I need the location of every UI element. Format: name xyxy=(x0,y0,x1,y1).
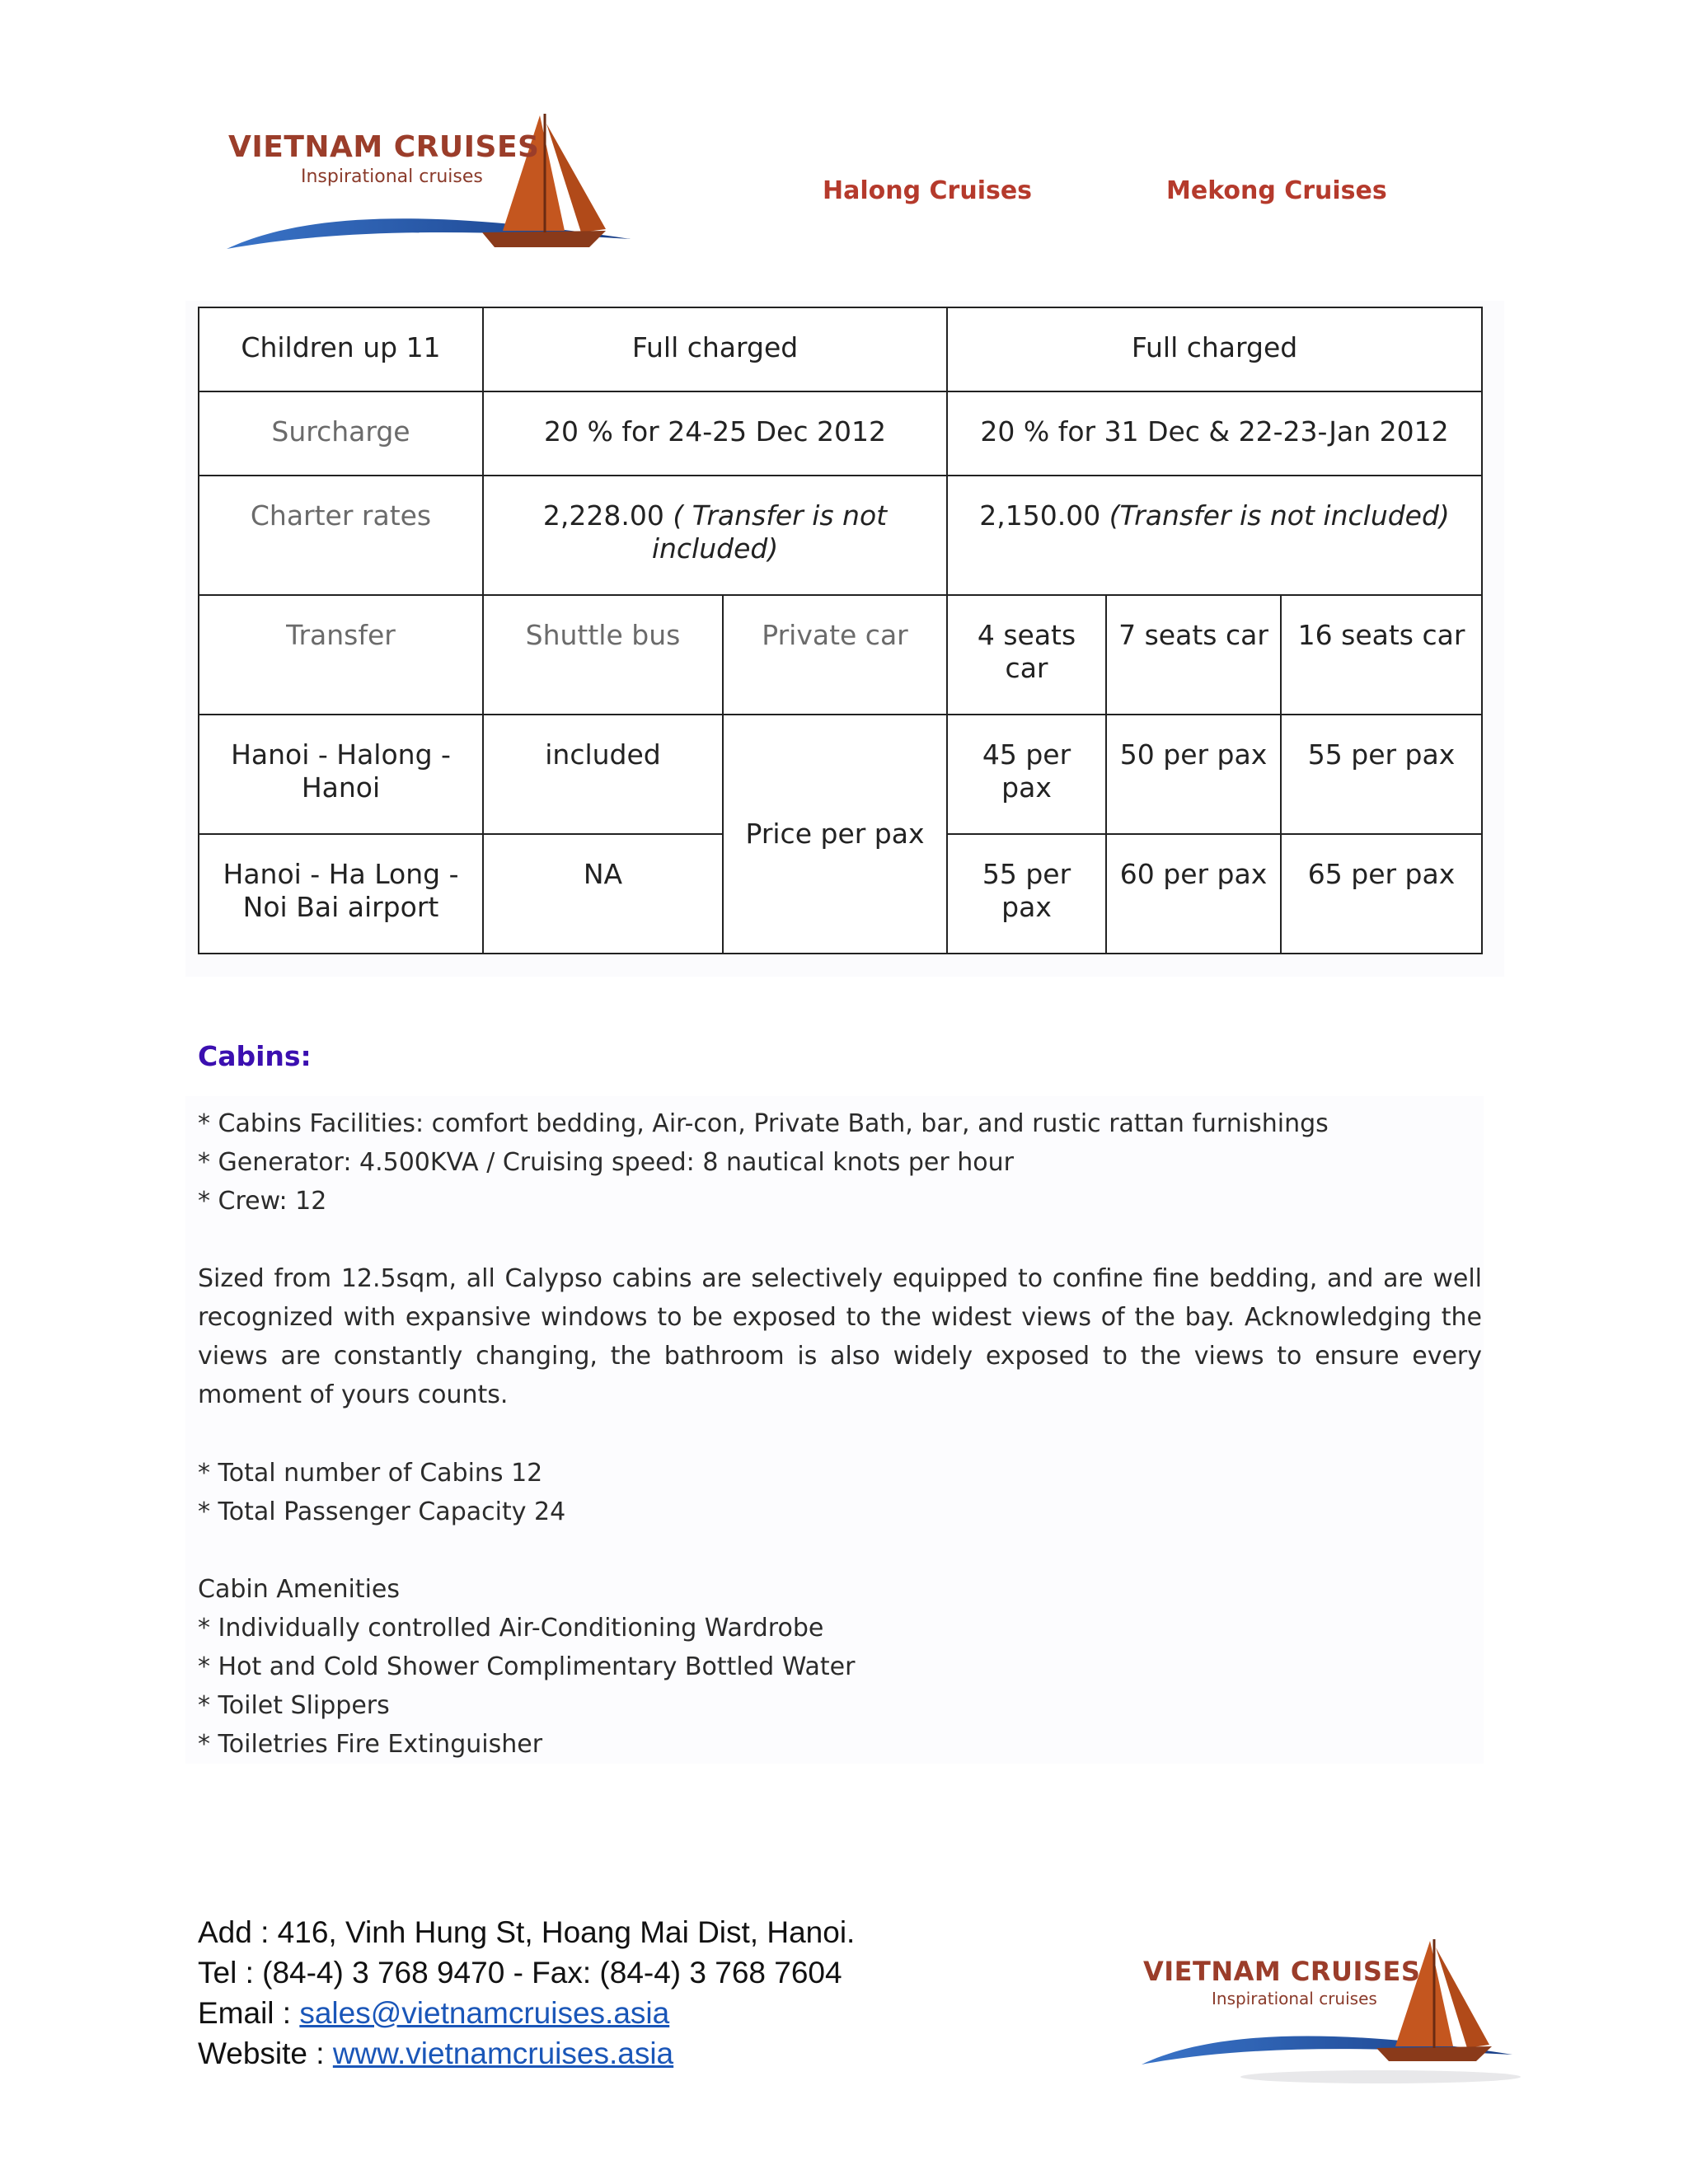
seats16-header: 16 seats car xyxy=(1281,595,1482,715)
totals-list xyxy=(198,1454,1482,1531)
email-label: Email : xyxy=(198,1996,300,2030)
logo-name: VIETNAM CRUISES xyxy=(1143,1956,1421,1987)
table-row xyxy=(199,391,1482,476)
charter-col1-note: ( Transfer is not included) xyxy=(651,499,888,565)
private-car-header: Private car xyxy=(723,595,947,715)
seats4-cell: 55 per pax xyxy=(947,834,1106,954)
surcharge-label: Surcharge xyxy=(199,391,483,476)
seats16-cell: 65 per pax xyxy=(1281,834,1482,954)
logo-bottom xyxy=(1133,1933,1529,2085)
table-row xyxy=(199,307,1482,391)
email-line xyxy=(198,1993,855,2033)
children-col2: Full charged xyxy=(947,307,1482,391)
list-item: * Generator: 4.500KVA / Cruising speed: 8 nautical knots per hour xyxy=(198,1148,1014,1177)
list-item: * Hot and Cold Shower Complimentary Bottled Water xyxy=(198,1652,856,1681)
seats7-cell: 50 per pax xyxy=(1106,715,1281,834)
children-col1: Full charged xyxy=(483,307,947,391)
seats4-header: 4 seats car xyxy=(947,595,1106,715)
website-link[interactable]: www.vietnamcruises.asia xyxy=(332,2036,674,2070)
list-item: * Crew: 12 xyxy=(198,1187,327,1216)
seats16-cell: 55 per pax xyxy=(1281,715,1482,834)
seats7-header: 7 seats car xyxy=(1106,595,1281,715)
table-row xyxy=(199,715,1482,834)
contact-block xyxy=(198,1912,855,2074)
phone-line: Tel : (84-4) 3 768 9470 - Fax: (84-4) 3 768 7604 xyxy=(198,1956,842,1990)
list-item: * Individually controlled Air-Conditioning Wardrobe xyxy=(198,1614,824,1643)
amenities-list xyxy=(198,1570,1482,1764)
shuttle-bus-header: Shuttle bus xyxy=(483,595,723,715)
logo-tagline: Inspirational cruises xyxy=(301,166,483,187)
table-row xyxy=(199,595,1482,715)
charter-col1-value: 2,228.00 xyxy=(542,499,673,532)
private-car-price: Price per pax xyxy=(723,715,947,954)
cabins-description xyxy=(198,1259,1482,1414)
website-label: Website : xyxy=(198,2036,333,2070)
children-label: Children up 11 xyxy=(199,307,483,391)
route-cell: Hanoi - Ha Long - Noi Bai airport xyxy=(199,834,483,954)
charter-col2-value: 2,150.00 xyxy=(979,499,1109,532)
table-row xyxy=(199,476,1482,595)
logo-top xyxy=(218,107,647,272)
transfer-header: Transfer xyxy=(199,595,483,715)
surcharge-col1: 20 % for 24-25 Dec 2012 xyxy=(483,391,947,476)
halong-cruises-link[interactable]: Halong Cruises xyxy=(823,176,1033,205)
route-cell: Hanoi - Halong - Hanoi xyxy=(199,715,483,834)
logo-name: VIETNAM CRUISES xyxy=(228,130,540,164)
address-line: Add : 416, Vinh Hung St, Hoang Mai Dist, Hanoi. xyxy=(198,1915,856,1949)
list-item: * Toiletries Fire Extinguisher xyxy=(198,1730,543,1759)
shuttle-cell: NA xyxy=(483,834,723,954)
shuttle-cell: included xyxy=(483,715,723,834)
cabins-title: Cabins: xyxy=(198,1040,312,1072)
mekong-cruises-link[interactable]: Mekong Cruises xyxy=(1166,176,1387,205)
list-item: * Cabins Facilities: comfort bedding, Air-con, Private Bath, bar, and rustic rattan furnishings xyxy=(198,1109,1329,1138)
surcharge-col2: 20 % for 31 Dec & 22-23-Jan 2012 xyxy=(947,391,1482,476)
description-paragraph: Sized from 12.5sqm, all Calypso cabins are selectively equipped to confine fine bedding, and are well recognized with expansive windows to be exposed to the widest views of the bay. Acknowledging the views are constantly changing, the bathroom is also widely exposed to the views to ensure every moment of yours counts. xyxy=(198,1264,1482,1409)
logo-tagline: Inspirational cruises xyxy=(1212,1989,1377,2008)
charter-col2 xyxy=(947,476,1482,595)
charter-col2-note: (Transfer is not included) xyxy=(1109,499,1450,532)
list-item: * Total Passenger Capacity 24 xyxy=(198,1497,566,1526)
list-item: * Total number of Cabins 12 xyxy=(198,1459,543,1488)
list-item: * Toilet Slippers xyxy=(198,1691,390,1720)
seats4-cell: 45 per pax xyxy=(947,715,1106,834)
rates-table xyxy=(198,307,1483,954)
website-line xyxy=(198,2033,855,2074)
seats7-cell: 60 per pax xyxy=(1106,834,1281,954)
amenities-title: Cabin Amenities xyxy=(198,1575,400,1604)
facilities-list xyxy=(198,1104,1482,1221)
charter-label: Charter rates xyxy=(199,476,483,595)
charter-col1 xyxy=(483,476,947,595)
email-link[interactable]: sales@vietnamcruises.asia xyxy=(299,1996,670,2030)
